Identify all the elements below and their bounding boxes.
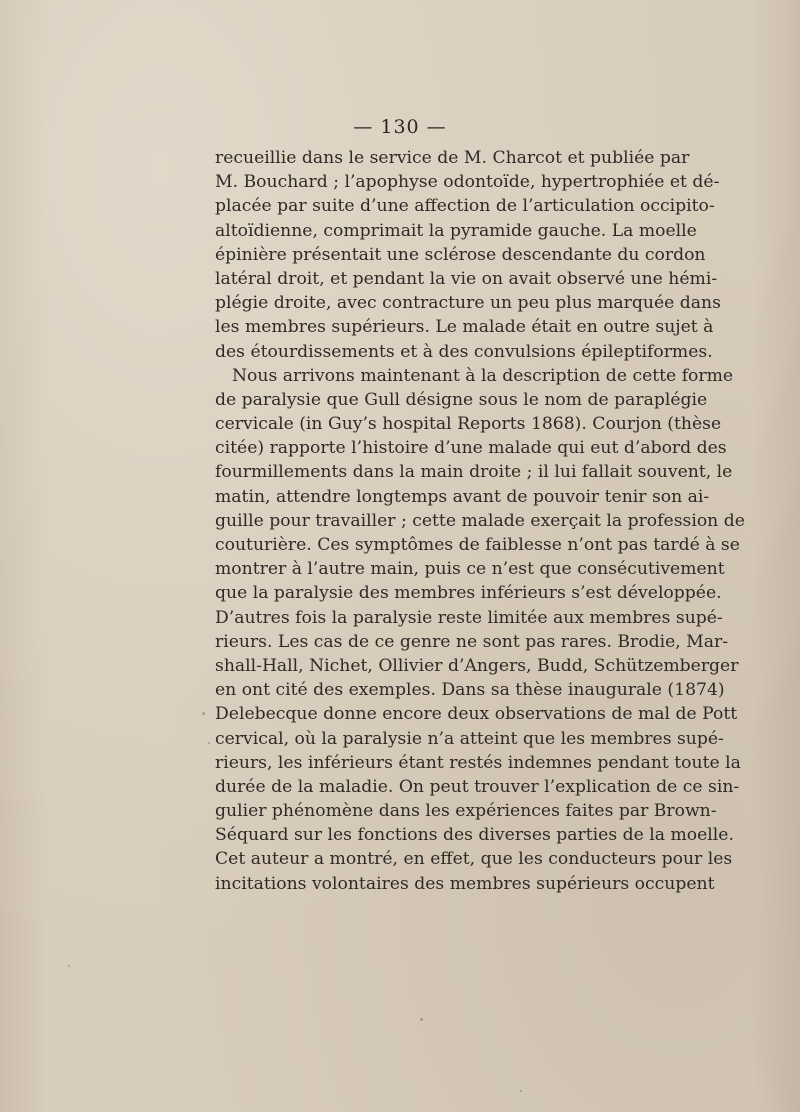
page-number: — 130 —	[353, 116, 447, 138]
text-line: couturière. Ces symptômes de faiblesse n’ont pas tardé à se	[215, 535, 740, 555]
text-line: Cet auteur a montré, en effet, que les conducteurs pour les	[215, 849, 733, 870]
text-line: Nous arrivons maintenant à la description de cette forme	[232, 365, 734, 386]
text-line: incitations volontaires des membres supérieurs occupent	[215, 873, 715, 894]
text-line: guille pour travailler ; cette malade exerçait la profession de	[215, 510, 745, 531]
paper-speck	[208, 742, 210, 744]
text-line: gulier phénomène dans les expériences faites par Brown-	[215, 801, 717, 822]
text-line: fourmillements dans la main droite ; il lui fallait souvent, le	[215, 462, 733, 483]
text-line: latéral droit, et pendant la vie on avait observé une hémi-	[215, 268, 718, 289]
text-line: recueillie dans le service de M. Charcot et publiée par	[215, 148, 690, 168]
text-line: rieurs. Les cas de ce genre ne sont pas rares. Brodie, Mar-	[215, 631, 729, 652]
text-line: D’autres fois la paralysie reste limitée aux membres supé-	[215, 607, 723, 628]
text-line: les membres supérieurs. Le malade était en outre sujet à	[215, 317, 714, 338]
text-line: citée) rapporte l’histoire d’une malade qui eut d’abord des	[215, 438, 727, 459]
text-line: que la paralysie des membres inférieurs s’est développée.	[215, 583, 722, 604]
paper-speck	[68, 965, 70, 967]
text-line: shall-Hall, Nichet, Ollivier d’Angers, Budd, Schützemberger	[215, 655, 739, 676]
text-line: altoïdienne, comprimait la pyramide gauche. La moelle	[215, 220, 697, 241]
text-line: rieurs, les inférieurs étant restés indemnes pendant toute la	[215, 752, 741, 773]
paper-speck	[420, 1018, 423, 1021]
text-line: durée de la maladie. On peut trouver l’explication de ce sin-	[215, 776, 740, 797]
text-line: de paralysie que Gull désigne sous le nom de paraplégie	[215, 389, 708, 410]
text-line: montrer à l’autre main, puis ce n’est que consécutivement	[215, 559, 725, 580]
text-line: épinière présentait une sclérose descendante du cordon	[215, 244, 706, 265]
body-text	[215, 146, 745, 896]
paper-speck	[202, 712, 205, 715]
text-line: en ont cité des exemples. Dans sa thèse inaugurale (1874)	[215, 680, 725, 701]
text-line: placée par suite d’une affection de l’articulation occipito-	[215, 196, 715, 217]
text-line: matin, attendre longtemps avant de pouvoir tenir son ai-	[215, 486, 710, 507]
text-line: M. Bouchard ; l’apophyse odontoïde, hypertrophiée et dé-	[215, 172, 720, 193]
text-line: plégie droite, avec contracture un peu plus marquée dans	[215, 293, 721, 314]
paper-speck	[520, 1090, 522, 1092]
text-line: des étourdissements et à des convulsions épileptiformes.	[215, 341, 713, 362]
text-line: cervical, où la paralysie n’a atteint que les membres supé-	[215, 728, 724, 749]
text-line: Séquard sur les fonctions des diverses parties de la moelle.	[215, 825, 734, 846]
text-line: cervicale (in Guy’s hospital Reports 1868). Courjon (thèse	[215, 414, 722, 435]
text-line: Delebecque donne encore deux observations de mal de Pott	[215, 704, 738, 725]
